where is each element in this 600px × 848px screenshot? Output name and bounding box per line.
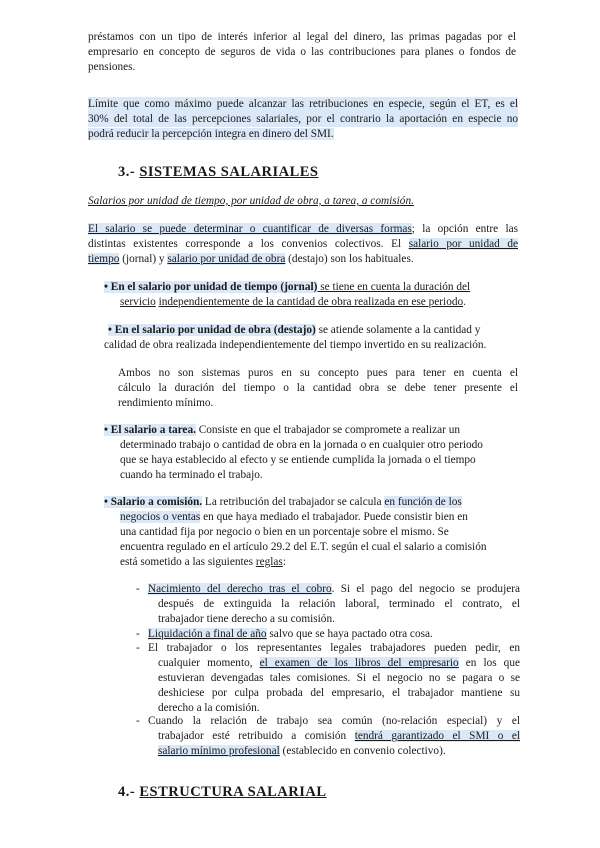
section-heading-4 — [118, 783, 327, 801]
text-span: (jornal) y — [119, 253, 168, 265]
underlined-highlight: El salario se puede determinar o cuantificar de diversas formas — [88, 223, 412, 235]
rule-item — [136, 582, 520, 627]
text-line — [88, 252, 518, 267]
text-span: en los que — [458, 657, 520, 669]
underlined-highlight: tendrá garantizado el SMI o el — [354, 730, 520, 742]
underlined-highlight: tiempo — [88, 253, 120, 265]
highlighted-text: negocios o ventas — [120, 511, 201, 523]
text-line: trabajador tiene derecho a su comisión. — [158, 613, 335, 625]
section-number: 3.- — [118, 164, 136, 180]
text-line — [104, 280, 504, 295]
text-line — [104, 295, 504, 310]
text-line: después de extinguida la relación laboral, terminado el contrato, el — [158, 598, 520, 610]
text-line: que se haya establecido al efecto y se entiende cumplida la jornada o el tiempo — [120, 454, 476, 466]
text-span: : — [282, 556, 286, 568]
text-line: encuentra regulado en el artículo 29.2 del E.T. según el cual el salario a comisión — [120, 541, 487, 553]
text-line: El trabajador o los representantes legales trabajadores pueden pedir, en — [148, 642, 520, 654]
bullet-commission — [104, 495, 504, 570]
paragraph-limit — [88, 97, 518, 142]
highlighted-text: en función de los — [384, 496, 462, 508]
highlighted-text: podrá reducir la percepción integra en dinero del SMI. — [88, 128, 334, 140]
text-line: pensiones. — [88, 61, 136, 73]
list-dash: - — [136, 642, 140, 654]
text-line: préstamos con un tipo de interés inferior al legal del dinero, las primas pagadas por el — [88, 31, 516, 43]
underlined-text: independientemente de la cantidad de obra realizada en ese periodo — [158, 296, 464, 308]
underlined-text: servicio — [120, 296, 156, 308]
text-line — [104, 323, 516, 338]
text-span: Consiste en que el trabajador se compromete a realizar un — [195, 424, 461, 436]
text-span: trabajador esté retribuido a comisión — [158, 730, 355, 742]
text-span: La retribución del trabajador se calcula — [202, 496, 385, 508]
text-line: cuando ha terminado el trabajo. — [120, 469, 263, 481]
underlined-highlight: Nacimiento del derecho tras el cobro — [148, 583, 332, 595]
list-dash: - — [136, 583, 140, 595]
text-span: distintas existentes corresponde a los convenios colectivos. El — [88, 238, 409, 250]
section-heading-3 — [118, 163, 318, 181]
underlined-text: reglas — [255, 556, 283, 568]
section-number: 4.- — [118, 784, 136, 800]
text-line — [148, 656, 520, 671]
section-title: SISTEMAS SALARIALES — [139, 164, 319, 180]
highlighted-line: 30% del total de las percepciones salariales, por el contrario la aportación en especie no — [88, 113, 518, 125]
underlined-highlight: salario mínimo profesional — [158, 745, 280, 757]
bullet-work — [104, 323, 516, 353]
text-line — [148, 627, 520, 642]
text-span: salvo que se haya pactado otra cosa. — [266, 628, 433, 640]
text-span: está sometido a las siguientes — [120, 556, 256, 568]
text-line — [148, 744, 520, 759]
section-title: ESTRUCTURA SALARIAL — [139, 784, 327, 800]
underlined-highlight: salario por unidad de obra — [167, 253, 286, 265]
underlined-highlight: Liquidación a final de año — [148, 628, 267, 640]
text-line — [88, 237, 518, 252]
bullet-time — [104, 280, 504, 310]
text-line — [148, 729, 520, 744]
underlined-highlight: el examen de los libros del empresario — [259, 657, 459, 669]
rule-item — [136, 627, 520, 642]
list-dash: - — [136, 628, 140, 640]
text-line: estuvieran devengadas tales comisiones. Si el negocio no se pagara o se — [158, 672, 520, 684]
underlined-highlight: salario por unidad de — [408, 238, 518, 250]
text-line: determinado trabajo o cantidad de obra en la jornada o en cualquier otro periodo — [120, 439, 483, 451]
bullet-label: • En el salario por unidad de obra (destajo) — [108, 324, 316, 336]
underlined-text: se tiene en cuenta la duración del — [317, 281, 471, 293]
text-line — [88, 222, 518, 237]
text-line: calidad de obra realizada independientemente del tiempo invertido en su realización. — [104, 339, 487, 351]
text-line — [88, 127, 518, 142]
paragraph-both — [118, 366, 518, 411]
rule-item — [136, 641, 520, 716]
text-span: (establecido en convenio colectivo). — [279, 745, 446, 757]
bullet-label: • El salario a tarea. — [104, 424, 196, 436]
paragraph-intro — [88, 30, 516, 75]
paragraph-salary — [88, 222, 518, 267]
text-line — [148, 582, 520, 597]
text-line: derecho a la comisión. — [158, 702, 260, 714]
text-line: una cantidad fija por negocio o bien en un porcentaje sobre el mismo. Se — [120, 526, 449, 538]
text-line — [104, 555, 504, 570]
text-line: empresario en concepto de seguros de vida o las contribuciones para planes o fondos de — [88, 46, 516, 58]
text-span: . — [463, 296, 466, 308]
text-span: (destajo) son los habituales. — [285, 253, 414, 265]
text-line — [104, 423, 504, 438]
text-span: se atiende solamente a la cantidad y — [315, 324, 481, 336]
text-line — [104, 495, 504, 510]
bullet-label: • Salario a comisión. — [104, 496, 203, 508]
text-line: rendimiento mínimo. — [118, 397, 214, 409]
text-line: Ambos no son sistemas puros en su concepto pues para tener en cuenta el — [118, 367, 518, 379]
text-line: cálculo la duración del tiempo o la cantidad obra se debe tener presente el — [118, 382, 518, 394]
text-span: en que haya mediado el trabajador. Puede consistir bien en — [200, 511, 468, 523]
text-span: cualquier momento, — [158, 657, 260, 669]
text-line — [104, 510, 504, 525]
subtitle-text: Salarios por unidad de tiempo, por unidad de obra, a tarea, a comisión. — [88, 195, 414, 207]
text-line: Cuando la relación de trabajo sea común (no-relación especial) y el — [148, 715, 520, 727]
highlighted-line: Límite que como máximo puede alcanzar las retribuciones en especie, según el ET, es el — [88, 98, 518, 110]
text-span: . Si el pago del negocio se produjera — [331, 583, 520, 595]
bullet-task — [104, 423, 504, 483]
text-line: deshiciese por culpa probada del empresario, el trabajador mantiene su — [158, 687, 520, 699]
subtitle — [88, 194, 414, 209]
rule-item — [136, 714, 520, 759]
text-span: ; la opción entre las — [411, 223, 518, 235]
bullet-label: • En el salario por unidad de tiempo (jornal) — [104, 281, 318, 293]
list-dash: - — [136, 715, 140, 727]
